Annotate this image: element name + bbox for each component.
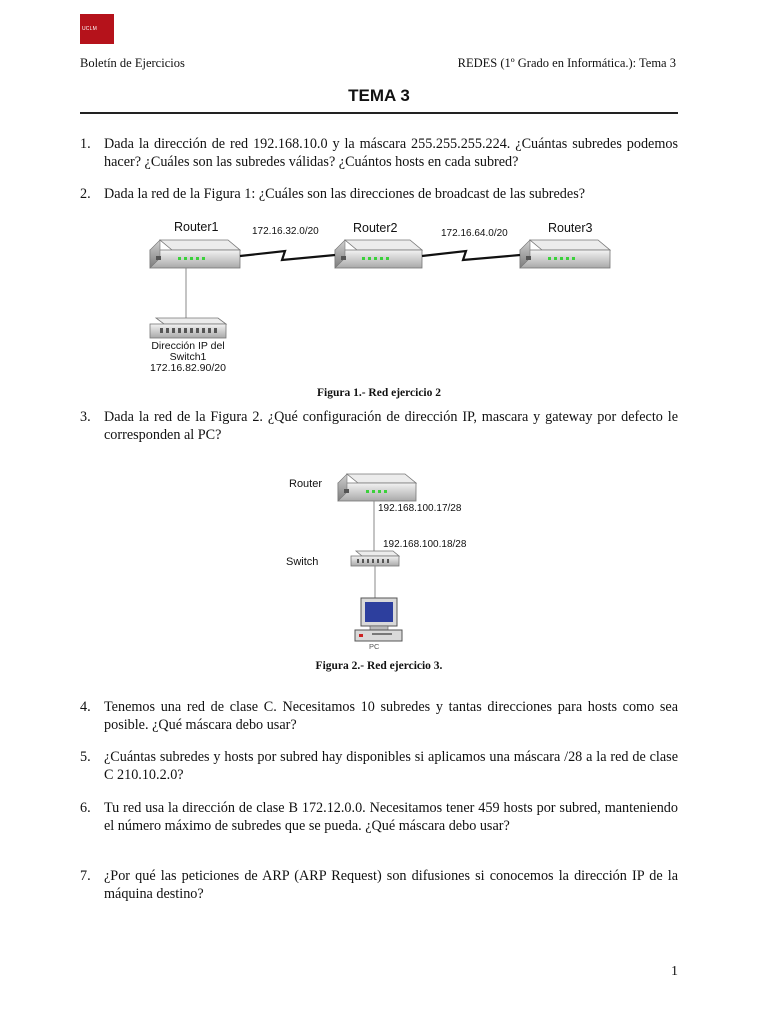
switch1-label-line2: Switch1 xyxy=(169,351,207,363)
router1-label: Router1 xyxy=(174,220,219,234)
question-text: Dada la red de la Figura 2. ¿Qué configuración de dirección IP, mascara y gateway por defecto le corresponden al PC? xyxy=(104,409,678,443)
question-number: 6. xyxy=(80,800,91,816)
router2-label: Router2 xyxy=(353,221,398,235)
switch1-icon xyxy=(150,318,226,338)
question-text: Dada la red de la Figura 1: ¿Cuáles son las direcciones de broadcast de las subredes? xyxy=(104,186,586,202)
router3-icon xyxy=(520,240,610,268)
figure-1-caption: Figura 1.- Red ejercicio 2 xyxy=(316,387,441,399)
switch-icon xyxy=(351,551,399,566)
link2-label: 172.16.64.0/20 xyxy=(441,228,508,239)
pc-label: PC xyxy=(369,642,380,651)
question-4 xyxy=(80,698,678,734)
question-2 xyxy=(80,185,678,203)
switch1-ip: 172.16.82.90/20 xyxy=(150,362,226,374)
question-text: Tu red usa la dirección de clase B 172.12.0.0. Necesitamos tener 459 hosts por subred, manteniendo el número máximo de subredes que se pueda. ¿Qué máscara debo usar? xyxy=(104,800,678,834)
router-label: Router xyxy=(289,478,323,490)
question-text: ¿Por qué las peticiones de ARP (ARP Request) son difusiones si conocemos la dirección IP de la máquina destino? xyxy=(104,868,678,902)
question-6 xyxy=(80,799,678,835)
question-number: 3. xyxy=(80,409,91,425)
logo-text: UCLM xyxy=(82,26,97,32)
router-ip: 192.168.100.17/28 xyxy=(378,503,462,514)
question-5 xyxy=(80,748,678,784)
router-icon xyxy=(338,474,416,501)
question-number: 2. xyxy=(80,186,91,202)
title-rule xyxy=(80,112,678,114)
serial-link-2 xyxy=(422,251,520,260)
page-title: TEMA 3 xyxy=(348,86,410,105)
page-number: 1 xyxy=(671,964,678,979)
router2-icon xyxy=(335,240,422,268)
question-number: 5. xyxy=(80,749,91,765)
router3-label: Router3 xyxy=(548,221,593,235)
question-text: Tenemos una red de clase C. Necesitamos 10 subredes y tantas direcciones para hosts como sea posible. ¿Qué máscara debo usar? xyxy=(104,699,678,733)
question-number: 7. xyxy=(80,868,91,884)
router1-icon xyxy=(150,240,240,268)
switch1-label xyxy=(140,341,236,374)
pc-icon xyxy=(355,598,402,641)
header-right: REDES (1º Grado en Informática.): Tema 3 xyxy=(457,56,676,70)
question-text: ¿Cuántas subredes y hosts por subred hay disponibles si aplicamos una máscara /28 a la red de clase C 210.10.2.0? xyxy=(104,749,678,783)
switch-ip: 192.168.100.18/28 xyxy=(383,539,467,550)
question-7 xyxy=(80,867,678,903)
link1-label: 172.16.32.0/20 xyxy=(252,226,319,237)
question-number: 4. xyxy=(80,699,91,715)
question-3 xyxy=(80,408,678,444)
question-text: Dada la dirección de red 192.168.10.0 y la máscara 255.255.255.224. ¿Cuántas subredes podemos hacer? ¿Cuáles son las subredes válidas? ¿Cuántos hosts en cada subred? xyxy=(104,136,678,170)
serial-link-1 xyxy=(240,251,335,260)
switch-label: Switch xyxy=(286,556,319,568)
question-1 xyxy=(80,135,678,171)
header-left: Boletín de Ejercicios xyxy=(80,56,185,70)
figure-2-caption: Figura 2.- Red ejercicio 3. xyxy=(315,660,443,672)
switch1-label-line1: Dirección IP del xyxy=(151,340,225,352)
uclm-logo xyxy=(80,14,114,44)
question-number: 1. xyxy=(80,136,91,152)
